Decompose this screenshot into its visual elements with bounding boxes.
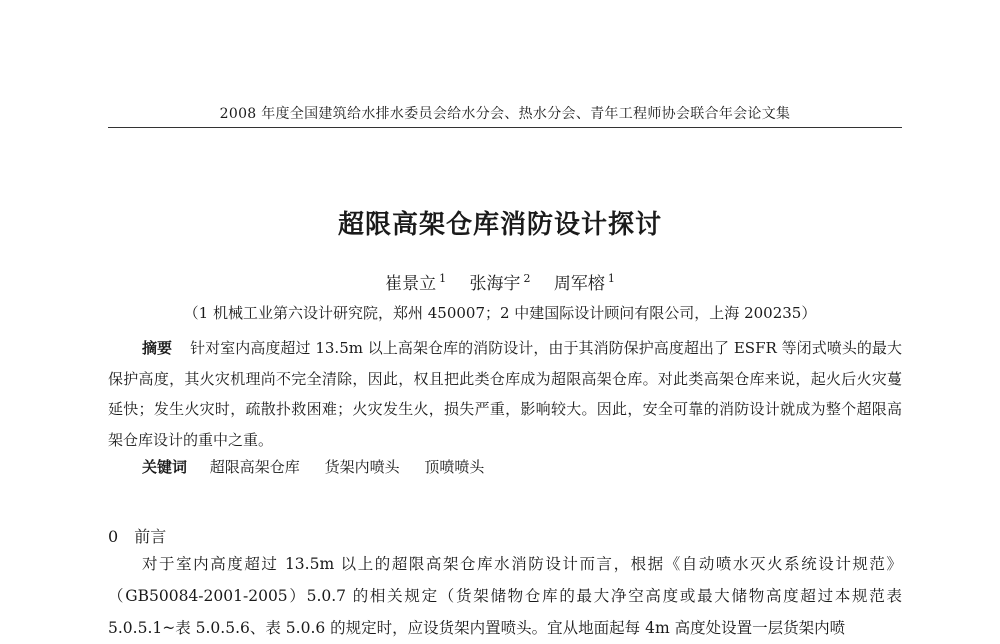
author-name: 周军榕	[553, 274, 605, 294]
paper-title: 超限高架仓库消防设计探讨	[337, 210, 662, 240]
abstract	[108, 333, 902, 455]
running-head: 2008 年度全国建筑给水排水委员会给水分会、热水分会、青年工程师协会联合年会论文集	[108, 103, 902, 128]
keyword: 超限高架仓库	[209, 458, 300, 476]
abstract-label: 摘要	[142, 339, 173, 357]
keyword: 顶喷喷头	[424, 458, 485, 476]
section-heading	[108, 524, 166, 547]
keyword: 货架内喷头	[324, 458, 400, 476]
section-title: 前言	[134, 527, 167, 546]
author-affiliation-mark: 2	[523, 272, 531, 286]
author	[385, 274, 446, 294]
affiliations: （1 机械工业第六设计研究院，郑州 450007；2 中建国际设计顾问有限公司，上海 200235）	[183, 304, 817, 322]
section-number: 0	[108, 527, 119, 546]
keywords-label: 关键词	[142, 458, 188, 476]
author-list	[0, 269, 1000, 294]
keywords	[142, 456, 902, 477]
body-paragraph: 对于室内高度超过 13.5m 以上的超限高架仓库水消防设计而言，根据《自动喷水灭火系统设计规范》（GB50084-2001-2005）5.0.7 的相关规定（货架储物仓库的最大净空高度或最大储物高度超过本规范表 5.0.5.1~表 5.0.5.6、表 5.0.6 的规定时，应设货架内置喷头。宜从地面起每 4m 高度处设置一层货架内喷	[108, 555, 902, 637]
author	[470, 274, 531, 294]
author	[554, 274, 615, 294]
author-name: 崔景立	[385, 274, 437, 294]
author-affiliation-mark: 1	[439, 272, 447, 286]
author-affiliation-mark: 1	[607, 272, 615, 286]
abstract-text: 针对室内高度超过 13.5m 以上高架仓库的消防设计，由于其消防保护高度超出了 ESFR 等闭式喷头的最大保护高度，其火灾机理尚不完全清除，因此，权且把此类仓库成为超限高架仓库。对此类高架仓库来说，起火后火灾蔓延快；发生火灾时，疏散扑救困难；火灾发生火，损失严重，影响较大。因此，安全可靠的消防设计就成为整个超限高架仓库设计的重中之重。	[108, 339, 902, 449]
author-name: 张海宇	[469, 274, 521, 294]
